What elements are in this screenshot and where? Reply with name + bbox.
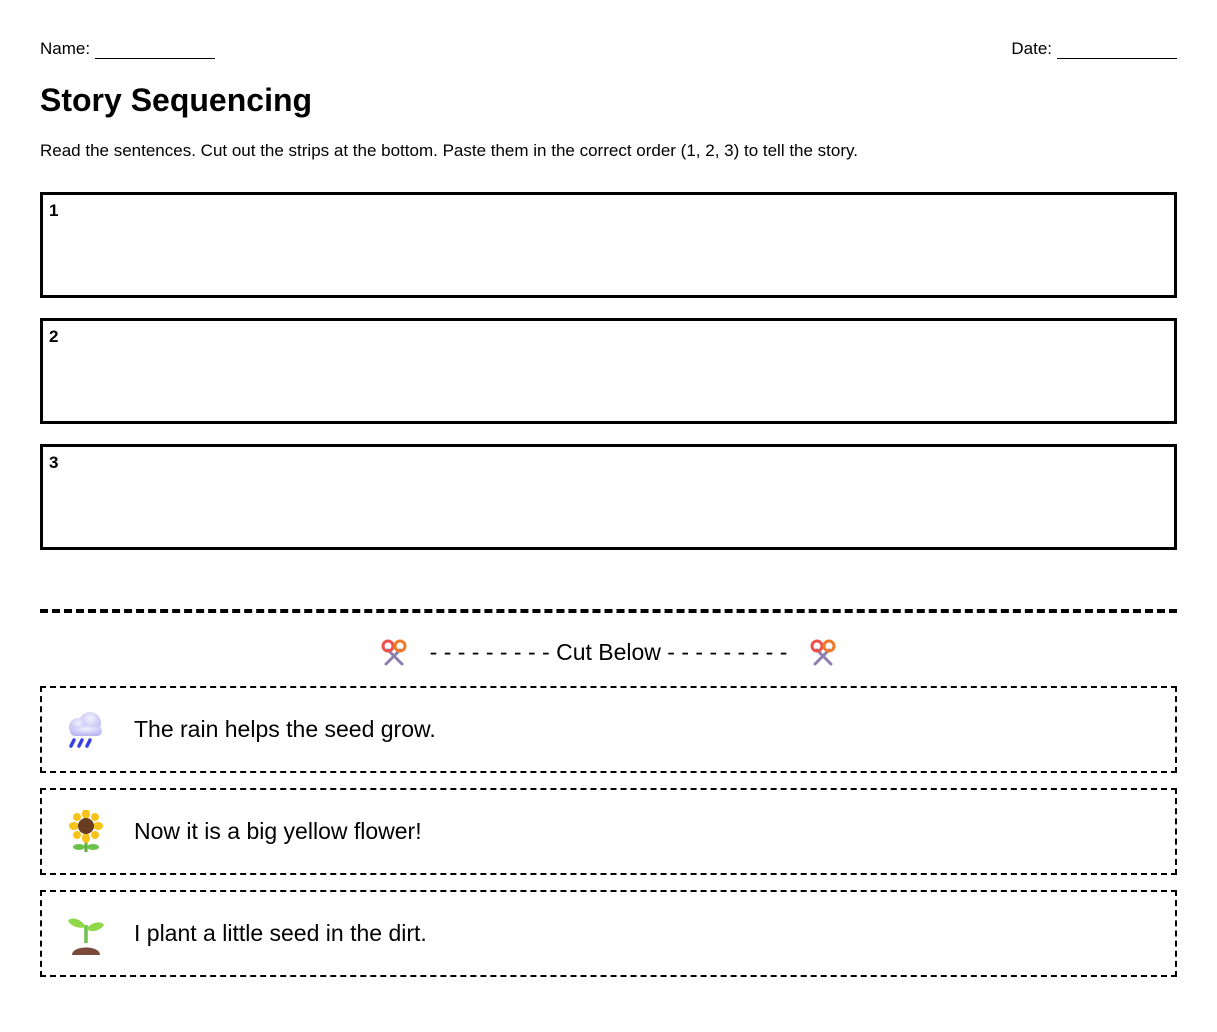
paste-box-3	[40, 444, 1177, 550]
cut-divider-line	[40, 609, 1177, 613]
cut-below-row	[40, 634, 1177, 670]
sunflower-icon	[64, 810, 108, 854]
name-blank-line[interactable]	[95, 38, 215, 59]
strip-text: I plant a little seed in the dirt.	[134, 920, 427, 946]
header-row	[40, 38, 1177, 62]
scissors-icon	[809, 638, 837, 666]
paste-box-number: 3	[49, 453, 59, 472]
strip-text: Now it is a big yellow flower!	[134, 818, 422, 844]
date-label: Date:	[1011, 39, 1052, 58]
cloud-with-rain-icon	[64, 708, 108, 752]
paste-box-2	[40, 318, 1177, 424]
cut-below-label: - - - - - - - - - Cut Below - - - - - - - - -	[429, 638, 788, 665]
story-strip-2[interactable]	[40, 788, 1177, 875]
scissors-icon	[380, 638, 408, 666]
date-field	[1011, 38, 1177, 59]
story-strip-3[interactable]	[40, 890, 1177, 977]
paste-box-number: 2	[49, 327, 59, 346]
story-strip-1[interactable]	[40, 686, 1177, 773]
name-field	[40, 38, 215, 59]
name-label: Name:	[40, 39, 91, 58]
paste-box-number: 1	[49, 201, 59, 220]
seedling-icon	[64, 912, 108, 956]
page-title: Story Sequencing	[40, 82, 313, 118]
paste-box-1	[40, 192, 1177, 298]
instructions: Read the sentences. Cut out the strips at the bottom. Paste them in the correct order (1, 2, 3) to tell the story.	[40, 141, 858, 160]
date-blank-line[interactable]	[1057, 38, 1177, 59]
strip-text: The rain helps the seed grow.	[134, 716, 436, 742]
